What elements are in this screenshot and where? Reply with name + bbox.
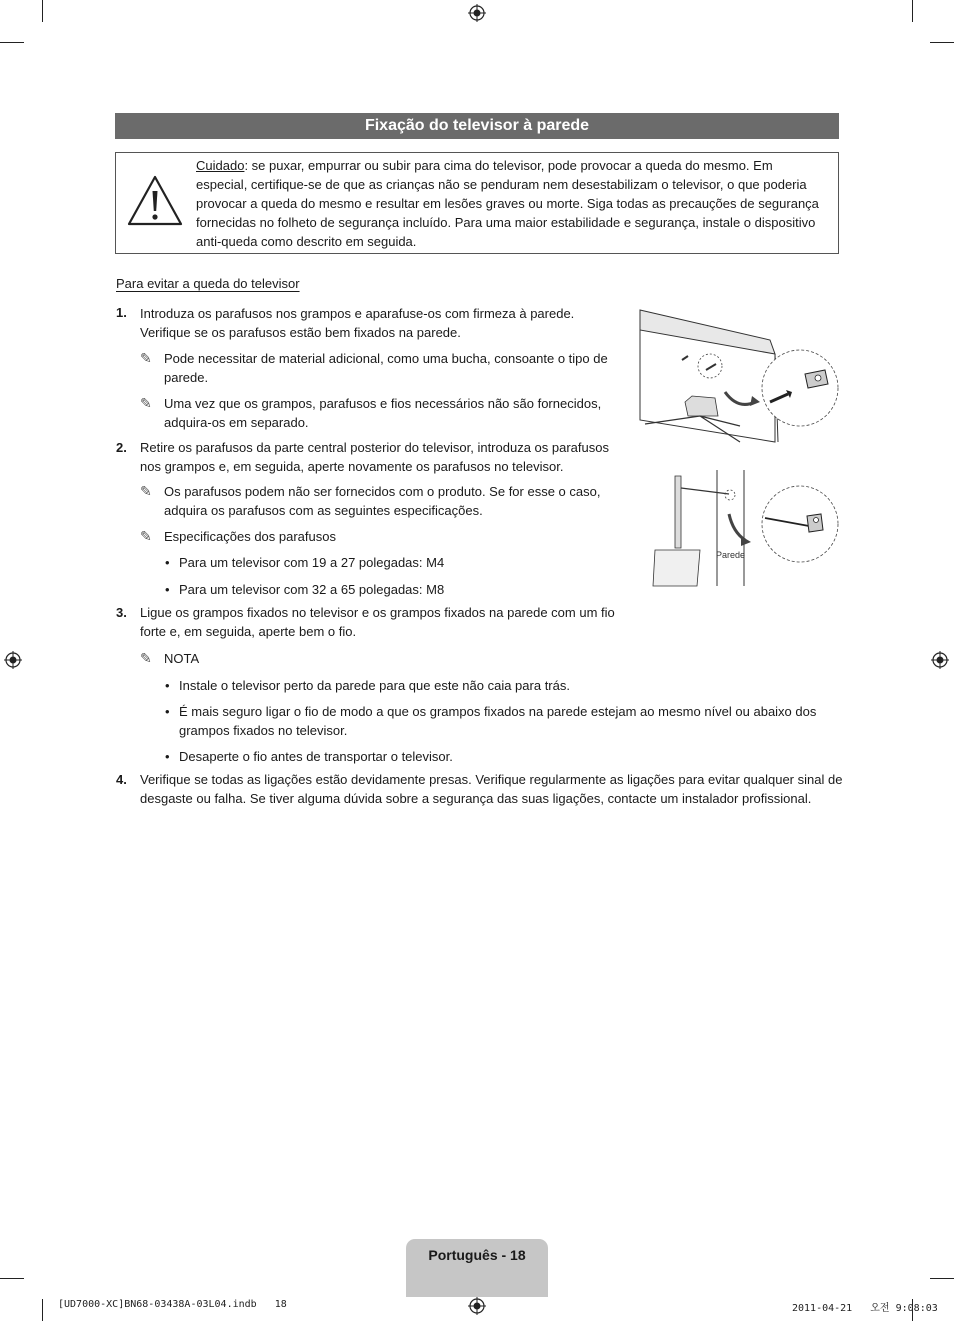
step-text: Verifique se os parafusos estão bem fixados na parede.: [140, 325, 461, 340]
note: [140, 394, 640, 434]
list-item: [165, 702, 845, 742]
registration-mark-icon: [468, 4, 486, 22]
step-text: desgaste ou falha. Se tiver alguma dúvida sobre a segurança das suas ligações, contacte um instalador profissional.: [140, 791, 812, 806]
note: [140, 649, 340, 669]
warning-triangle-icon: [126, 173, 184, 229]
step-text: Retire os parafusos da parte central posterior do televisor, introduza os parafusos: [140, 440, 609, 455]
crop-mark: [0, 1278, 24, 1279]
caution-label: Cuidado: [196, 158, 245, 173]
section-title: Fixação do televisor à parede: [115, 113, 839, 139]
bullet-dot: •: [165, 582, 170, 597]
crop-mark: [42, 1299, 43, 1321]
step-text: forte e, em seguida, aperte bem o fio.: [140, 624, 357, 639]
pencil-note-icon: ✎: [140, 483, 152, 499]
crop-mark: [0, 42, 24, 43]
step-number: 2.: [116, 440, 127, 455]
step-number: 1.: [116, 305, 127, 320]
step-text: nos grampos e, em seguida, aperte novamente os parafusos no televisor.: [140, 459, 564, 474]
wall-label: Parede: [716, 550, 746, 560]
caution-text: [196, 156, 826, 251]
step-text: Verifique se todas as ligações estão devidamente presas. Verifique regularmente as ligações para evitar qualquer sinal de: [140, 772, 843, 787]
note: [140, 482, 640, 522]
pencil-note-icon: ✎: [140, 650, 152, 666]
bullet-text: Desaperte o fio antes de transportar o televisor.: [179, 749, 453, 764]
registration-mark-icon: [4, 651, 22, 669]
bullet-dot: •: [165, 749, 170, 764]
crop-mark: [930, 42, 954, 43]
step-number: 3.: [116, 605, 127, 620]
bullet-text: Para um televisor com 32 a 65 polegadas: M8: [179, 582, 445, 597]
note: [140, 527, 640, 547]
list-item: [165, 553, 615, 573]
step-text: Introduza os parafusos nos grampos e aparafuse-os com firmeza à parede.: [140, 306, 575, 321]
pencil-note-icon: ✎: [140, 350, 152, 366]
list-item: [165, 676, 845, 696]
bullet-text: Instale o televisor perto da parede para que este não caia para trás.: [179, 678, 570, 693]
bullet-dot: •: [165, 678, 170, 693]
pencil-note-icon: ✎: [140, 528, 152, 544]
note-text: NOTA: [164, 651, 200, 666]
list-item: [165, 580, 615, 600]
bullet-text: Para um televisor com 19 a 27 polegadas: M4: [179, 555, 445, 570]
wall-side-illustration: [645, 470, 845, 588]
tv-back-illustration: [630, 302, 845, 462]
note: [140, 349, 640, 389]
note-text: adquira os parafusos com as seguintes especificações.: [164, 503, 483, 518]
note-text: parede.: [164, 370, 209, 385]
crop-mark: [42, 0, 43, 22]
bullet-dot: •: [165, 704, 170, 719]
bullet-dot: •: [165, 555, 170, 570]
note-text: Uma vez que os grampos, parafusos e fios necessários não são fornecidos,: [164, 396, 602, 411]
subheading: Para evitar a queda do televisor: [116, 276, 300, 291]
note-text: Especificações dos parafusos: [164, 529, 336, 544]
step-text: Ligue os grampos fixados no televisor e os grampos fixados na parede com um fio: [140, 605, 615, 620]
pencil-note-icon: ✎: [140, 395, 152, 411]
caution-body: : se puxar, empurrar ou subir para cima do televisor, pode provocar a queda do mesmo. Em especial, certifique-se de que as crianças não se penduram nem desestabilizam o televisor, o que poderia provocar a queda do mesmo e resultar em lesões graves ou morte. Siga todas as precauções de segurança fornecidas no folheto de segurança incluído. Para uma maior estabilidade e segurança, instale o dispositivo anti-queda como descrito em seguida.: [196, 158, 819, 249]
print-timestamp: 2011-04-21 오전 9:08:03: [792, 1303, 938, 1314]
note-text: Pode necessitar de material adicional, como uma bucha, consoante o tipo de: [164, 351, 608, 366]
bullet-text: grampos fixados no televisor.: [179, 723, 348, 738]
crop-mark: [930, 1278, 954, 1279]
file-info: [UD7000-XC]BN68-03438A-03L04.indb 18: [58, 1299, 287, 1310]
step-number: 4.: [116, 772, 127, 787]
note-text: adquira-os em separado.: [164, 415, 309, 430]
page-number: Português - 18: [428, 1247, 526, 1263]
registration-mark-icon: [931, 651, 949, 669]
crop-mark: [912, 0, 913, 22]
note-text: Os parafusos podem não ser fornecidos com o produto. Se for esse o caso,: [164, 484, 601, 499]
bullet-text: É mais seguro ligar o fio de modo a que os grampos fixados na parede estejam ao mesmo nível ou abaixo dos: [179, 704, 817, 719]
caution-box: [115, 152, 839, 254]
registration-mark-icon: [468, 1297, 486, 1315]
list-item: [165, 747, 845, 767]
